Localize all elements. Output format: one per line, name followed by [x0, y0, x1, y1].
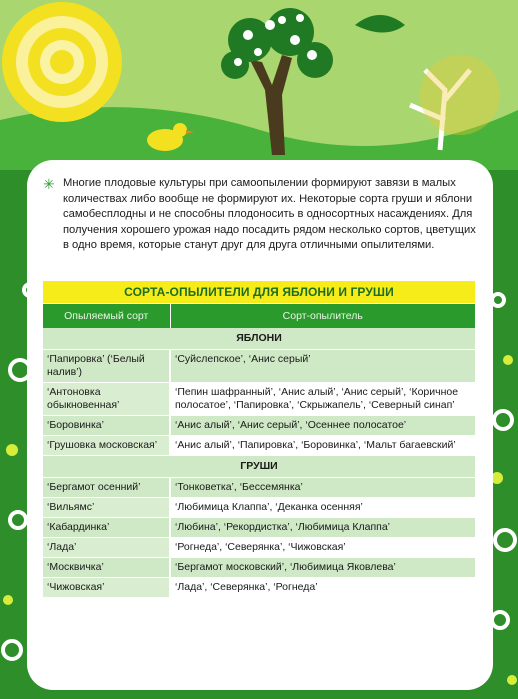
pollinator-cell: ‘Тонковетка’, ‘Бессемянка’ — [170, 478, 475, 498]
pollinator-cell: ‘Бергамот московский’, ‘Любимица Яковлева’ — [170, 558, 475, 578]
variety-cell: ‘Боровинка’ — [43, 416, 170, 436]
intro-paragraph — [43, 176, 483, 254]
pollinator-cell: ‘Анис алый’, ‘Папировка’, ‘Боровинка’, ‘Мальт багаевский’ — [170, 436, 475, 456]
sun-illustration — [2, 2, 122, 122]
snowflake-bullet-icon: ✳ — [43, 176, 55, 192]
table-row — [43, 518, 475, 538]
section-row-pear — [43, 456, 475, 478]
table-row — [43, 538, 475, 558]
variety-cell: ‘Москвичка’ — [43, 558, 170, 578]
variety-cell: ‘Бергамот осенний’ — [43, 478, 170, 498]
pollinator-cell: ‘Лада’, ‘Северянка’, ‘Рогнеда’ — [170, 578, 475, 598]
variety-cell: ‘Грушовка московская’ — [43, 436, 170, 456]
column-header-pollinator: Сорт-опылитель — [170, 304, 475, 328]
variety-cell: ‘Вильямс’ — [43, 498, 170, 518]
section-label: ЯБЛОНИ — [43, 328, 475, 350]
pollinator-cell: ‘Рогнеда’, ‘Северянка’, ‘Чижовская’ — [170, 538, 475, 558]
table-row — [43, 436, 475, 456]
table-row — [43, 578, 475, 598]
pollinator-cell: ‘Суйслепское’, ‘Анис серый’ — [170, 350, 475, 383]
pollinator-cell: ‘Пепин шафранный’, ‘Анис алый’, ‘Анис серый’, ‘Коричное полосатое’, ‘Папировка’, ‘Скрыжапель’, ‘Северный синап’ — [170, 383, 475, 416]
variety-cell: ‘Папировка’ (‘Белый налив’) — [43, 350, 170, 383]
table-row — [43, 478, 475, 498]
table-header-row — [43, 304, 475, 328]
table-row — [43, 498, 475, 518]
table-row — [43, 558, 475, 578]
variety-cell: ‘Кабардинка’ — [43, 518, 170, 538]
pollinator-cell: ‘Любимица Клаппа’, ‘Деканка осенняя’ — [170, 498, 475, 518]
intro-text: Многие плодовые культуры при самоопылении формируют завязи в малых количествах либо вообще не формируют их. Некоторые сорта груши и яблони самобесплодны и не способны плодоносить в односортных насаждениях. Для получения хорошего урожая надо посадить рядом несколько сортов, цветущих в одно время, которые станут друг для друга отличными опылителями. — [63, 177, 476, 252]
column-header-variety: Опыляемый сорт — [43, 304, 170, 328]
section-row-apple — [43, 328, 475, 350]
pollinator-cell: ‘Анис алый’, ‘Анис серый’, ‘Осеннее полосатое’ — [170, 416, 475, 436]
pollinator-table — [43, 304, 475, 598]
section-label: ГРУШИ — [43, 456, 475, 478]
variety-cell: ‘Чижовская’ — [43, 578, 170, 598]
table-title: СОРТА-ОПЫЛИТЕЛИ ДЛЯ ЯБЛОНИ И ГРУШИ — [43, 281, 475, 303]
variety-cell: ‘Антоновка обыкновенная’ — [43, 383, 170, 416]
table-row — [43, 350, 475, 383]
table-row — [43, 383, 475, 416]
variety-cell: ‘Лада’ — [43, 538, 170, 558]
pollinator-cell: ‘Любина’, ‘Рекордистка’, ‘Любимица Клаппа’ — [170, 518, 475, 538]
table-row — [43, 416, 475, 436]
